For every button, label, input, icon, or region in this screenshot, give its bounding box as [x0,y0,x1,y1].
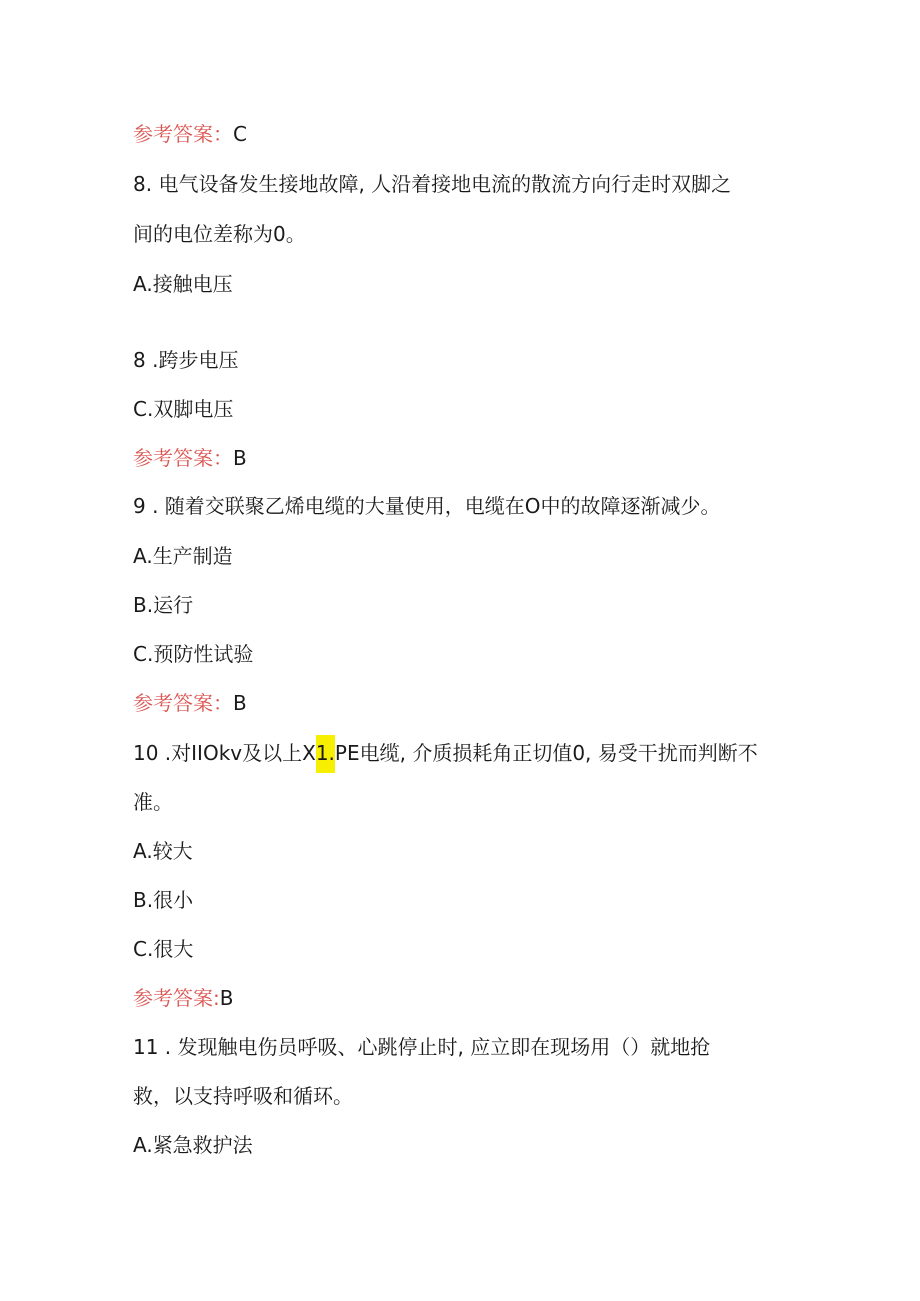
question-10-option-a: A.较大 [133,839,193,863]
answer-value: B [233,446,247,470]
question-10-line1 [133,739,758,767]
question-9-option-a: A.生产制造 [133,544,233,568]
answer-line-q9 [133,689,247,717]
answer-label: 参考答案： [133,122,233,146]
question-8-line1: 8. 电气设备发生接地故障, 人沿着接地电流的散流方向行走时双脚之 [133,172,732,196]
question-8-option-b: 8 .跨步电压 [133,348,239,372]
question-10-text-b: PE电缆, 介质损耗角正切值0, 易受干扰而判断不 [334,741,758,765]
answer-label: 参考答案： [133,446,233,470]
question-9-line1: 9 . 随着交联聚乙烯电缆的大量使用，电缆在O中的故障逐渐减少。 [133,494,721,518]
answer-value: B [233,691,247,715]
answer-line-q7 [133,120,247,148]
question-10-text-a: 10 .对IIOkv及以上X [133,741,316,765]
answer-line-q10 [133,984,233,1012]
question-8-line2: 间的电位差称为0。 [133,222,306,246]
question-11-option-a: A.紧急救护法 [133,1133,253,1157]
question-9-option-c: C.预防性试验 [133,642,254,666]
answer-value: C [233,122,247,146]
question-11-line2: 救，以支持呼吸和循环。 [133,1084,353,1108]
question-10-option-b: B.很小 [133,888,194,912]
highlight-mark: 1. [316,735,335,773]
answer-line-q8 [133,444,247,472]
question-10-option-c: C.很大 [133,937,194,961]
answer-label: 参考答案： [133,691,233,715]
question-10-line2: 准。 [133,790,173,814]
question-9-option-b: B.运行 [133,593,194,617]
answer-value: B [219,986,234,1010]
question-8-option-a: A.接触电压 [133,272,233,296]
answer-label: 参考答案: [133,986,220,1010]
question-8-option-c: C.双脚电压 [133,397,234,421]
question-11-line1: 11 . 发现触电伤员呼吸、心跳停止时, 应立即在现场用（）就地抢 [133,1035,711,1059]
